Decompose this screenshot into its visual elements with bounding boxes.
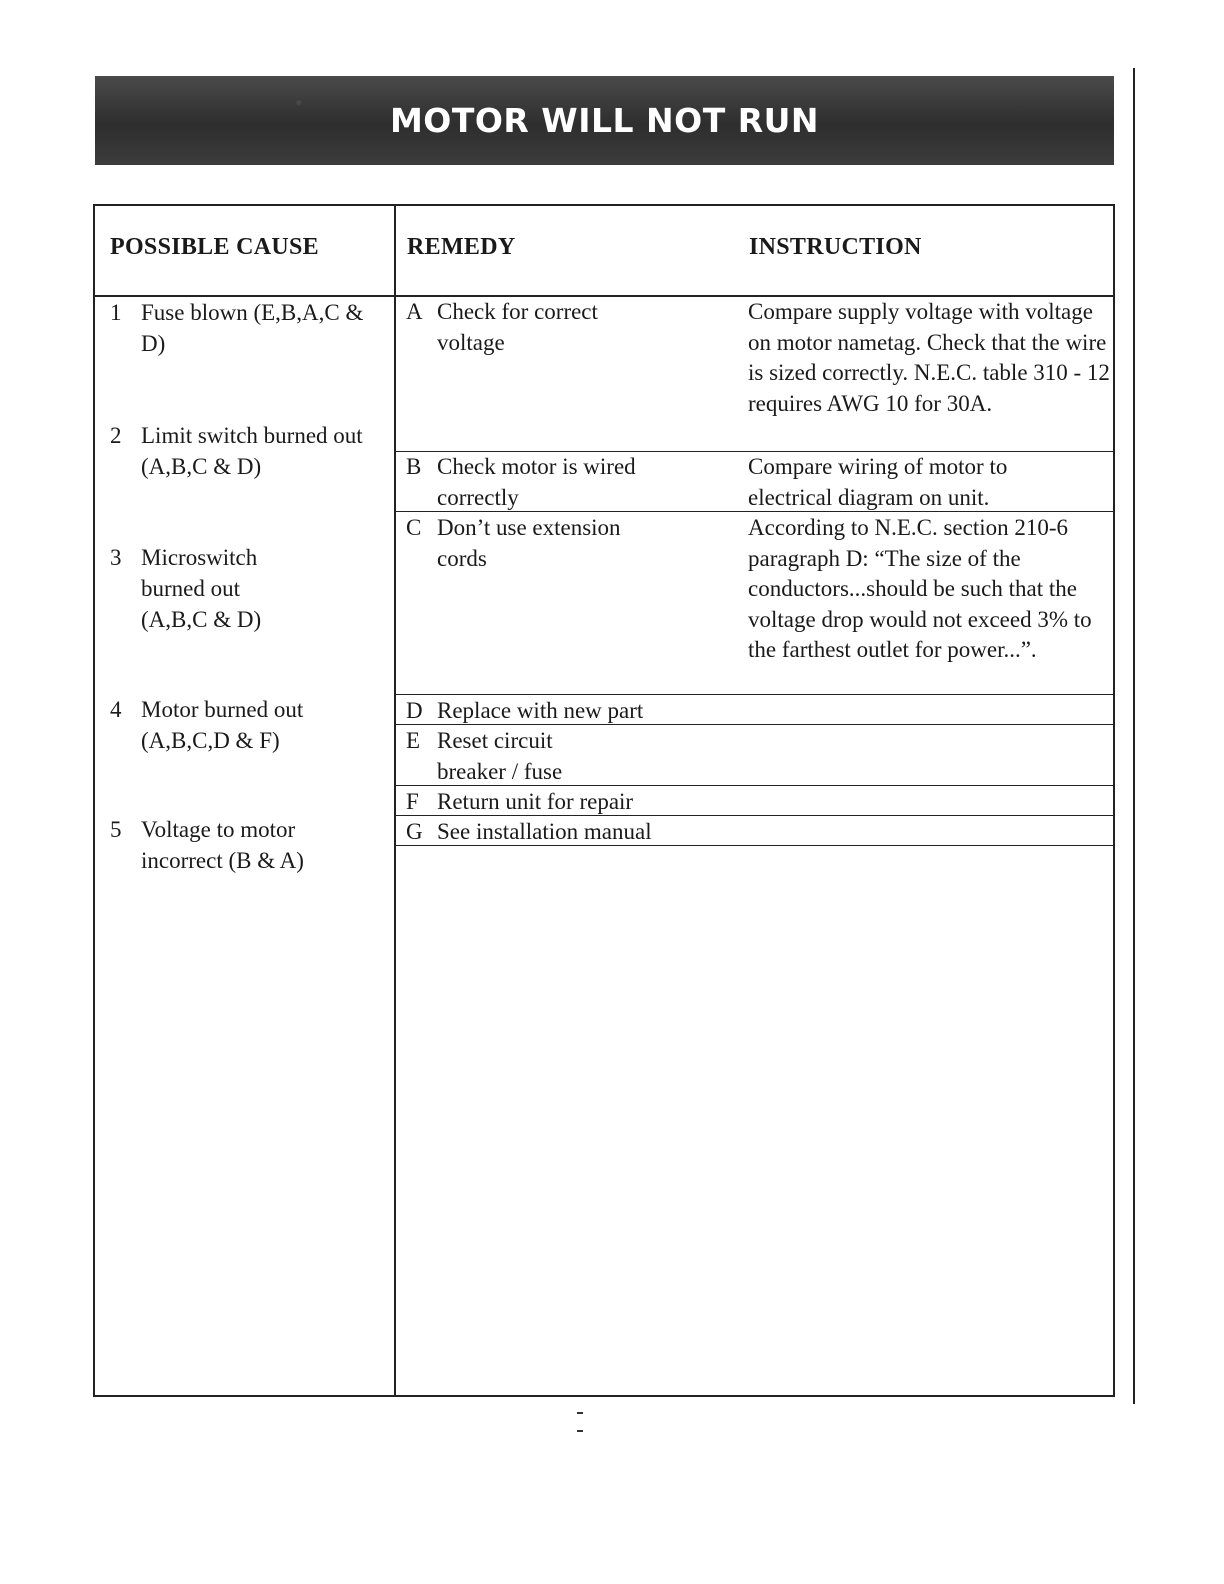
page-footer-mark [577,1401,627,1404]
remedy-letter: B [406,454,422,479]
remedy-instruction: According to N.E.C. section 210-6 paragraph D: “The size of the conductors...should be such that the voltage drop would not exceed 3% to the farthest outlet for power...”. [748,515,1092,662]
remedy-text: Reset circuit breaker / fuse [437,728,563,784]
remedy-letter: E [406,728,421,753]
remedy-text: Don’t use extension cords [437,515,621,571]
cause-text: Fuse blown (E,B,A,C & D) [141,300,364,356]
remedy-row [396,297,1113,452]
remedy-text: Check motor is wired correctly [437,454,636,510]
header-instruction: INSTRUCTION [749,234,922,260]
remedy-row [396,696,1113,725]
remedy-letter: F [406,789,419,814]
remedy-row [396,513,1113,695]
remedy-row [396,726,1113,786]
table-header-row [95,206,1113,297]
cause-number: 2 [110,423,122,448]
cause-text: Microswitch burned out (A,B,C & D) [141,545,262,632]
cause-number: 4 [110,697,122,722]
remedy-row [396,817,1113,846]
page-title: MOTOR WILL NOT RUN [389,101,820,140]
remedy-instruction: Compare supply voltage with voltage on motor nametag. Check that the wire is sized correctly. N.E.C. table 310 - 12 requires AWG 10 for 30A. [748,299,1110,416]
remedy-letter: G [406,819,423,844]
header-possible-cause: POSSIBLE CAUSE [110,234,319,260]
remedy-text: Check for correct voltage [437,299,598,355]
cause-text: Voltage to motor incorrect (B & A) [141,817,304,873]
remedy-text: Replace with new part [437,698,644,723]
remedy-text: Return unit for repair [437,789,634,814]
remedy-row [396,452,1113,512]
cause-text: Limit switch burned out (A,B,C & D) [141,423,363,479]
remedy-letter: D [406,698,423,723]
cause-number: 1 [110,300,122,325]
remedy-letter: C [406,515,422,540]
header-remedy: REMEDY [407,234,516,260]
title-banner [95,76,1114,165]
remedy-letter: A [406,299,423,324]
cause-text: Motor burned out (A,B,C,D & F) [141,697,304,753]
cause-number: 3 [110,545,122,570]
remedy-row [396,787,1113,816]
cause-number: 5 [110,817,122,842]
remedy-text: See installation manual [437,819,652,844]
page-edge-rule [1133,68,1135,1404]
remedy-instruction: Compare wiring of motor to electrical diagram on unit. [748,454,1008,510]
troubleshooting-table [93,204,1115,1397]
